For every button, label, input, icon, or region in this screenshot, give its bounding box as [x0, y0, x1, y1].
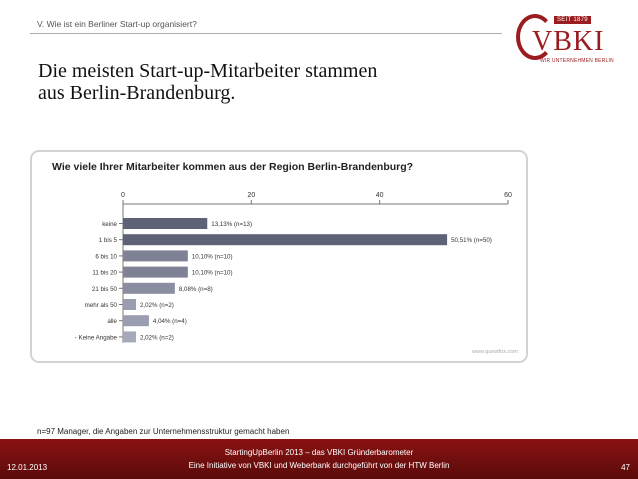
category-label: 6 bis 10 — [95, 253, 117, 261]
bar — [123, 234, 447, 245]
x-tick-label: 40 — [375, 192, 384, 199]
slide-headline — [38, 60, 458, 104]
footer-bar — [0, 439, 638, 479]
data-label: 2,02% (n=2) — [139, 302, 174, 309]
section-label: V. Wie ist ein Berliner Start-up organisiert? — [37, 19, 197, 29]
logo-since: SEIT 1879 — [554, 16, 591, 24]
category-label: 21 bis 50 — [91, 285, 117, 293]
headline-line-1: Die meisten Start-up-Mitarbeiter stammen — [38, 60, 378, 82]
data-label: 10,10% (n=10) — [191, 253, 233, 261]
category-label: mehr als 50 — [84, 302, 117, 309]
bar — [123, 267, 188, 278]
bar — [123, 250, 188, 261]
chart-title: Wie viele Ihrer Mitarbeiter kommen aus der Region Berlin-Brandenburg? — [52, 161, 414, 173]
footer-date: 12.01.2013 — [7, 463, 48, 472]
logo-subline: WIR UNTERNEHMEN BERLIN — [540, 58, 614, 64]
category-label: 11 bis 20 — [92, 269, 117, 277]
footer-line-1: StartingUpBerlin 2013 – das VBKI Gründerbarometer — [224, 448, 414, 457]
page-number: 47 — [621, 463, 630, 472]
headline-line-2: aus Berlin-Brandenburg. — [38, 82, 236, 104]
section-divider — [30, 33, 502, 34]
chart-watermark: www.questfox.com — [472, 349, 518, 355]
x-tick-label: 20 — [247, 192, 256, 199]
data-label: 10,10% (n=10) — [191, 269, 233, 277]
footnote: n=97 Manager, die Angaben zur Unternehmensstruktur gemacht haben — [37, 427, 290, 436]
category-label: keine — [102, 221, 117, 228]
logo-word: VBKI — [532, 26, 605, 57]
x-tick-label: 60 — [504, 192, 512, 199]
chart-card — [30, 150, 528, 363]
category-label: alle — [107, 318, 117, 326]
bar — [123, 315, 149, 326]
bar — [123, 283, 175, 294]
vbki-logo — [514, 10, 614, 70]
data-label: 2,02% (n=2) — [139, 334, 174, 342]
data-label: 50,51% (n=50) — [451, 237, 492, 245]
bar — [123, 218, 207, 229]
category-label: - Keine Angabe — [74, 334, 117, 342]
bar — [123, 331, 136, 342]
data-label: 8,08% (n=8) — [178, 285, 213, 293]
footer-line-2: Eine Initiative von VBKI und Weberbank durchgeführt von der HTW Berlin — [188, 461, 450, 470]
x-tick-label: 0 — [121, 192, 125, 199]
data-label: 4,04% (n=4) — [152, 318, 187, 326]
bar-chart — [32, 152, 526, 361]
data-label: 13,13% (n=13) — [211, 221, 253, 228]
category-label: 1 bis 5 — [98, 237, 117, 245]
bar — [123, 299, 136, 310]
